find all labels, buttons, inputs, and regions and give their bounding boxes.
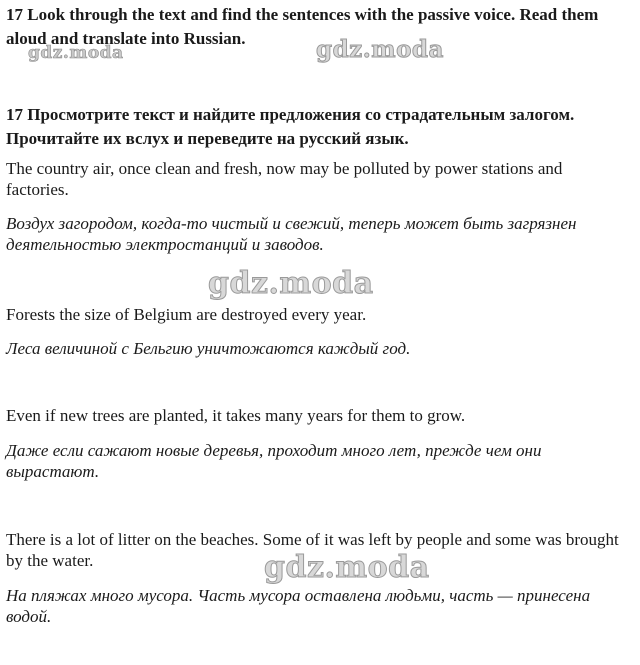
sentence-3-russian: Даже если сажают новые деревья, проходит много лет, прежде чем они вырастают. bbox=[6, 441, 542, 481]
sentence-2-english: Forests the size of Belgium are destroyed every year. bbox=[6, 305, 367, 324]
exercise-heading-english: 17 Look through the text and find the sentences with the passive voice. Read them aloud and translate into Russian. bbox=[6, 5, 599, 48]
sentence-1-russian: Воздух загородом, когда-то чистый и свежий, теперь может быть загрязнен деятельностью электростанций и заводов. bbox=[6, 214, 577, 254]
exercise-heading-russian: 17 Просмотрите текст и найдите предложения со страдательным залогом. Прочитайте их вслух и переведите на русский язык. bbox=[6, 105, 575, 148]
sentence-2-russian: Леса величиной с Бельгию уничтожаются каждый год. bbox=[6, 339, 411, 358]
watermark-logo: gdz.moda bbox=[316, 36, 444, 63]
watermark-logo: gdz.moda bbox=[208, 266, 374, 301]
watermark-logo: gdz.moda bbox=[28, 43, 124, 63]
sentence-3-english: Even if new trees are planted, it takes many years for them to grow. bbox=[6, 406, 466, 425]
watermark-logo: gdz.moda bbox=[264, 550, 430, 585]
sentence-4-english: There is a lot of litter on the beaches. Some of it was left by people and some was brought by the water. bbox=[6, 530, 619, 570]
sentence-4-russian: На пляжах много мусора. Часть мусора оставлена людьми, часть — принесена водой. bbox=[6, 586, 591, 626]
sentence-1-english: The country air, once clean and fresh, now may be polluted by power stations and factories. bbox=[6, 159, 563, 199]
